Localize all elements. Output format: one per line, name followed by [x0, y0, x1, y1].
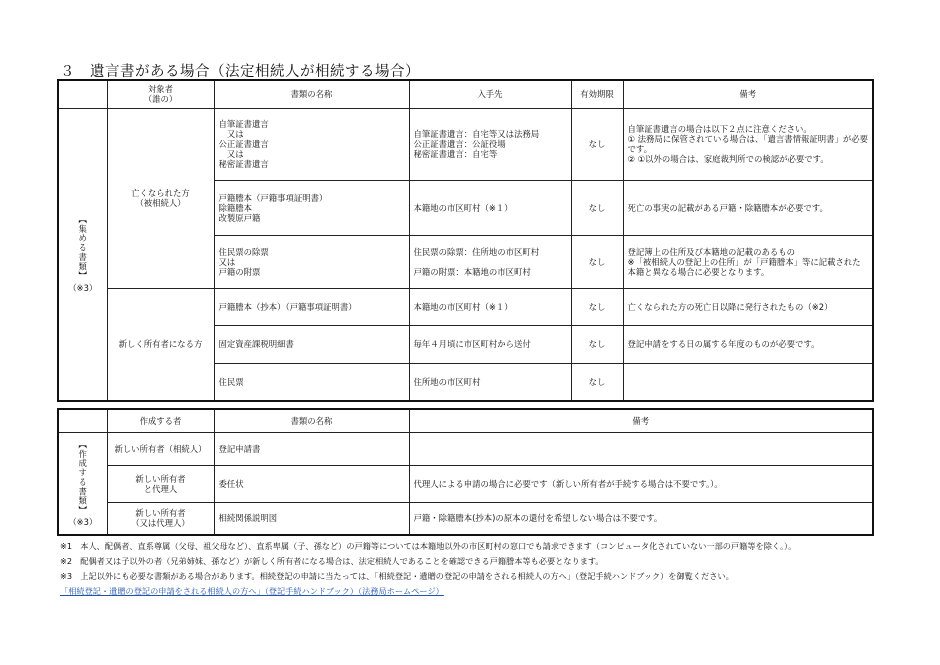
group-deceased: 亡くなられた方 （被相続人）	[107, 108, 214, 288]
validity-cell: なし	[571, 288, 623, 325]
doc-cell: 登記申請書	[214, 432, 409, 465]
remarks-cell: 死亡の事実の記載がある戸籍・除籍謄本が必要です。	[623, 180, 873, 235]
validity-cell: なし	[571, 180, 623, 235]
remarks-cell	[409, 432, 873, 465]
collect-documents-table	[57, 79, 874, 402]
header-doc: 書類の名称	[214, 409, 409, 432]
footnote-2: ※2 配偶者又は子以外の者（兄弟姉妹、孫など）が新しく所有者になる場合は、法定相続人であることを確認できる戸籍謄本等も必要となります。	[60, 556, 604, 566]
table-header-row	[58, 80, 873, 108]
table-row	[58, 502, 873, 535]
header-remarks: 備考	[409, 409, 873, 432]
header-source: 入手先	[409, 80, 571, 108]
header-blank	[58, 80, 107, 108]
doc-cell: 戸籍謄本（戸籍事項証明書） 除籍謄本 改製原戸籍	[214, 180, 409, 235]
header-doc: 書類の名称	[214, 80, 409, 108]
side-note: （※3）	[68, 283, 98, 294]
source-cell: 自筆証書遺言：自宅等又は法務局 公正証書遺言：公証役場 秘密証書遺言：自宅等	[409, 108, 571, 180]
doc-cell: 住民票の除票 又は 戸籍の附票	[214, 235, 409, 288]
table-row	[58, 288, 873, 325]
create-documents-table	[57, 408, 874, 536]
footnotes	[60, 539, 796, 599]
source-cell: 住民票の除票：住所地の市区町村 戸籍の附票：本籍地の市区町村	[409, 235, 571, 288]
doc-cell: 住民票	[214, 363, 409, 401]
doc-cell: 委任状	[214, 465, 409, 502]
side-label: 【集める書類】	[77, 215, 88, 282]
handbook-link[interactable]: 「相続登記・遺贈の登記の申請をされる相続人の方へ」（登記手続ハンドブック）（法務局ホームページ）	[60, 586, 444, 596]
creator-cell: 新しい所有者 と代理人	[107, 465, 214, 502]
creator-cell: 新しい所有者（相続人）	[107, 432, 214, 465]
doc-cell: 固定資産課税明細書	[214, 325, 409, 363]
validity-cell: なし	[571, 363, 623, 401]
source-cell: 毎年４月頃に市区町村から送付	[409, 325, 571, 363]
source-cell: 本籍地の市区町村（※１）	[409, 180, 571, 235]
side-label: 【作成する書類】	[77, 439, 88, 515]
table-row	[58, 432, 873, 465]
header-creator: 作成する者	[107, 409, 214, 432]
table-row	[58, 465, 873, 502]
page-title: ３ 遺言書がある場合（法定相続人が相続する場合）	[60, 64, 420, 80]
validity-cell: なし	[571, 235, 623, 288]
footnote-1: ※1 本人、配偶者、直系尊属（父母、祖父母など）、直系卑属（子、孫など）の戸籍等については本籍地以外の市区町村の窓口でも請求できます（コンピュータ化されていない一部の戸籍等を除く。）。	[60, 541, 797, 551]
side-note: （※3）	[68, 516, 98, 527]
remarks-cell: 自筆証書遺言の場合は以下２点に注意ください。 ① 法務局に保管されている場合は、「遺言書情報証明書」が必要です。 ② ①以外の場合は、家庭裁判所での検認が必要です。	[623, 108, 873, 180]
side-label-cell	[58, 432, 107, 535]
doc-cell: 相続関係説明図	[214, 502, 409, 535]
table-header-row	[58, 409, 873, 432]
side-label-cell	[58, 108, 107, 401]
doc-cell: 自筆証書遺言 又は 公正証書遺言 又は 秘密証書遺言	[214, 108, 409, 180]
source-cell: 本籍地の市区町村（※１）	[409, 288, 571, 325]
footnote-3: ※3 上記以外にも必要な書類がある場合があります。相続登記の申請に当たっては、「相続登記・遺贈の登記の申請をされる相続人の方へ」（登記手続ハンドブック）を御覧ください。	[60, 571, 734, 581]
remarks-cell	[623, 363, 873, 401]
validity-cell: なし	[571, 325, 623, 363]
remarks-cell: 登記申請をする日の属する年度のものが必要です。	[623, 325, 873, 363]
group-new-owner: 新しく所有者になる方	[107, 288, 214, 401]
remarks-cell: 代理人による申請の場合に必要です（新しい所有者が手続する場合は不要です。）。	[409, 465, 873, 502]
remarks-cell: 亡くなられた方の死亡日以降に発行されたもの（※2）	[623, 288, 873, 325]
remarks-cell: 戸籍・除籍謄本(抄本)の原本の還付を希望しない場合は不要です。	[409, 502, 873, 535]
validity-cell: なし	[571, 108, 623, 180]
header-remarks: 備考	[623, 80, 873, 108]
doc-cell: 戸籍謄本（抄本）（戸籍事項証明書）	[214, 288, 409, 325]
header-target: 対象者 （誰の）	[107, 80, 214, 108]
creator-cell: 新しい所有者 （又は代理人）	[107, 502, 214, 535]
header-blank	[58, 409, 107, 432]
table-row	[58, 108, 873, 180]
header-validity: 有効期限	[571, 80, 623, 108]
source-cell: 住所地の市区町村	[409, 363, 571, 401]
remarks-cell: 登記簿上の住所及び本籍地の記載のあるもの ※「被相続人の登記上の住所」が「戸籍謄本」等に記載された本籍と異なる場合に必要となります。	[623, 235, 873, 288]
